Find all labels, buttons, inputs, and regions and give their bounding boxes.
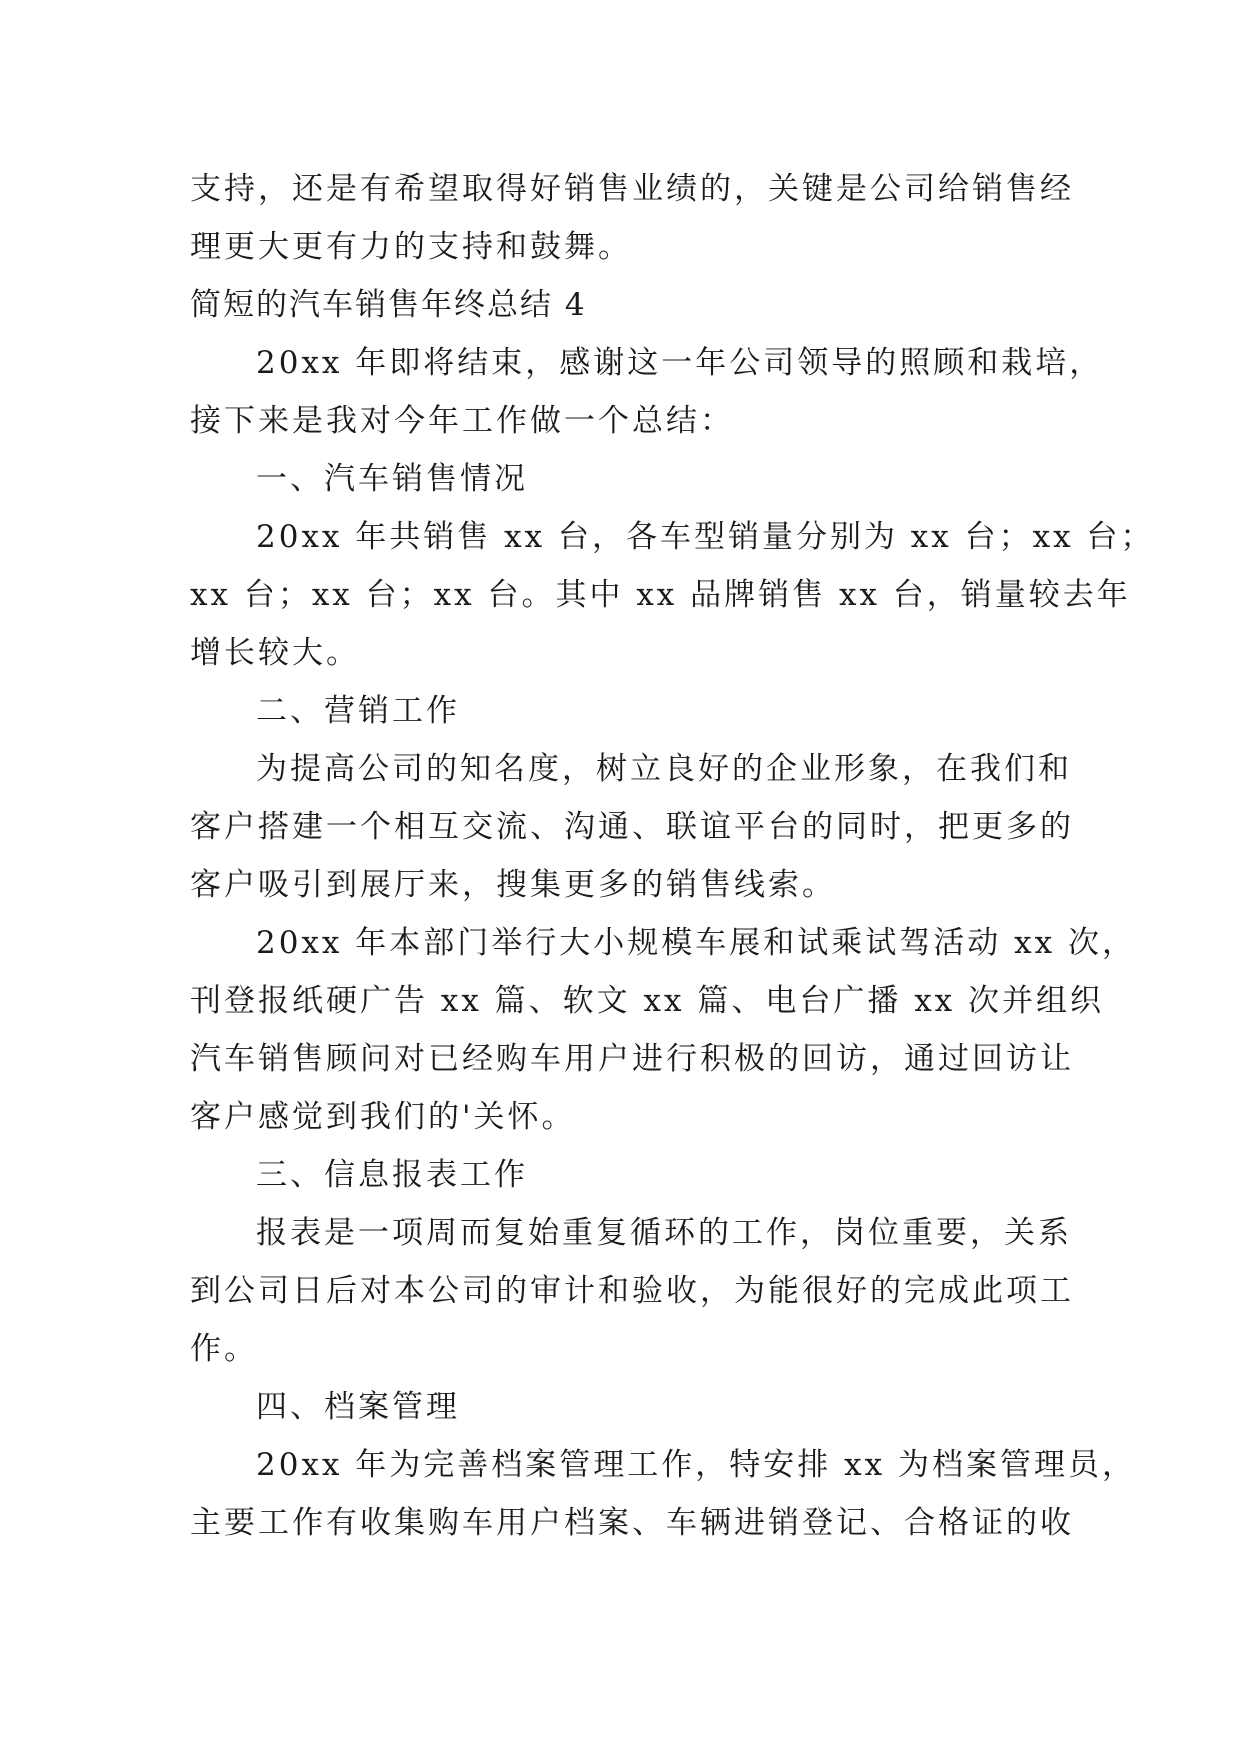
text-line: 增长较大。 xyxy=(190,635,360,671)
paragraph-start: 20xx 年共销售 xx 台，各车型销量分别为 xx 台；xx 台； xyxy=(256,519,1155,555)
text-line: 客户搭建一个相互交流、沟通、联谊平台的同时，把更多的 xyxy=(190,809,1074,845)
document-body xyxy=(190,160,1155,1552)
paragraph-start: 20xx 年为完善档案管理工作，特安排 xx 为档案管理员， xyxy=(256,1447,1136,1483)
text-line: 刊登报纸硬广告 xx 篇、软文 xx 篇、电台广播 xx 次并组织 xyxy=(190,983,1105,1019)
section-title: 简短的汽车销售年终总结 4 xyxy=(190,287,587,323)
paragraph-start: 20xx 年本部门举行大小规模车展和试乘试驾活动 xx 次， xyxy=(256,925,1136,961)
paragraph-start: 报表是一项周而复始重复循环的工作，岗位重要，关系 xyxy=(256,1215,1072,1251)
text-line: 接下来是我对今年工作做一个总结： xyxy=(190,403,734,439)
text-line: xx 台；xx 台；xx 台。其中 xx 品牌销售 xx 台，销量较去年 xyxy=(190,577,1131,613)
text-line: 到公司日后对本公司的审计和验收，为能很好的完成此项工 xyxy=(190,1273,1074,1309)
subheading-archives: 四、档案管理 xyxy=(256,1389,460,1425)
text-line: 客户感觉到我们的'关怀。 xyxy=(190,1099,576,1135)
paragraph-start: 为提高公司的知名度，树立良好的企业形象，在我们和 xyxy=(256,751,1072,787)
subheading-reports: 三、信息报表工作 xyxy=(256,1157,528,1193)
text-line: 理更大更有力的支持和鼓舞。 xyxy=(190,229,632,265)
subheading-marketing: 二、营销工作 xyxy=(256,693,460,729)
text-line: 主要工作有收集购车用户档案、车辆进销登记、合格证的收 xyxy=(190,1505,1074,1541)
text-line: 汽车销售顾问对已经购车用户进行积极的回访，通过回访让 xyxy=(190,1041,1074,1077)
text-line: 客户吸引到展厅来，搜集更多的销售线索。 xyxy=(190,867,836,903)
text-line: 支持，还是有希望取得好销售业绩的，关键是公司给销售经 xyxy=(190,171,1074,207)
subheading-sales: 一、汽车销售情况 xyxy=(256,461,528,497)
text-line: 作。 xyxy=(190,1331,258,1367)
paragraph-start: 20xx 年即将结束，感谢这一年公司领导的照顾和栽培， xyxy=(256,345,1104,381)
